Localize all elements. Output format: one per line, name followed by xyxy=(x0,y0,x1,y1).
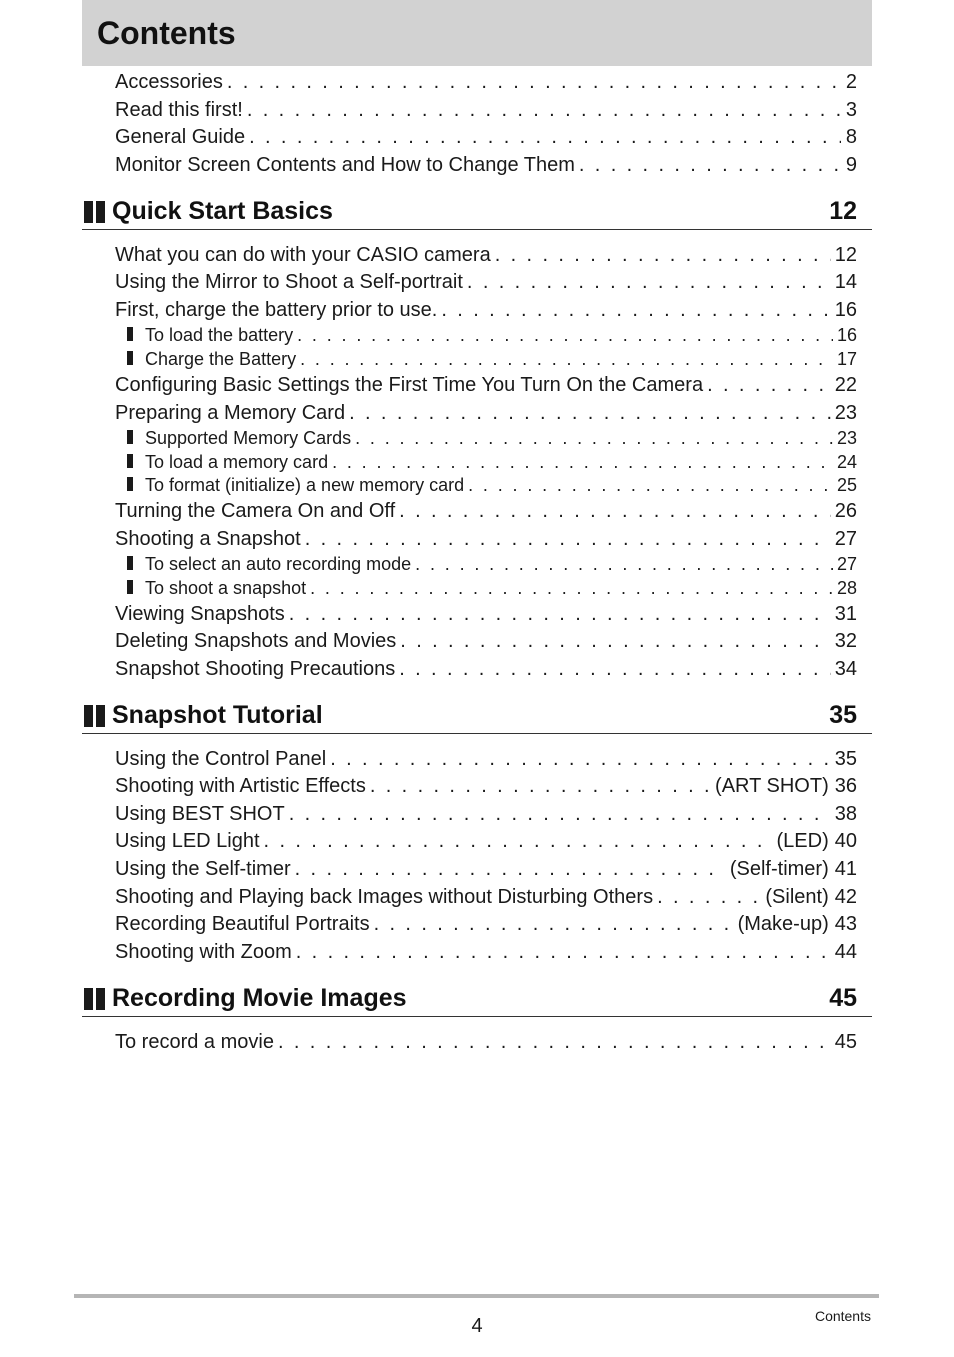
toc-entry-page: 45 xyxy=(834,1031,857,1053)
toc-entry-label: To format (initialize) a new memory card xyxy=(145,475,465,495)
toc-entry[interactable] xyxy=(115,657,857,681)
toc-entry-note: (ART SHOT) xyxy=(715,775,829,797)
dot-leader xyxy=(297,324,833,346)
toc-entry-page: 8 xyxy=(845,126,857,148)
toc-entry[interactable] xyxy=(115,747,857,771)
toc-entry-page: 32 xyxy=(834,630,857,652)
section-marker-icon xyxy=(84,705,106,727)
toc-entry-page: 25 xyxy=(836,475,857,495)
toc-entry-page: 35 xyxy=(834,748,857,770)
toc-entry-page: 44 xyxy=(834,941,857,963)
dot-leader xyxy=(415,553,833,575)
toc-entry[interactable] xyxy=(115,829,857,853)
toc-entry[interactable] xyxy=(115,527,857,551)
toc-entry-page: 27 xyxy=(834,528,857,550)
dot-leader xyxy=(349,401,831,425)
toc-entry-label: First, charge the battery prior to use. xyxy=(115,299,438,321)
toc-entry-page: 27 xyxy=(836,554,857,574)
toc-entry[interactable] xyxy=(115,629,857,653)
section-title: Recording Movie Images xyxy=(112,984,407,1012)
toc-entry-label: Read this first! xyxy=(115,99,243,121)
dot-leader xyxy=(374,912,734,936)
toc-subentry[interactable] xyxy=(127,474,857,496)
dot-leader xyxy=(310,577,833,599)
toc-entry[interactable] xyxy=(115,885,857,909)
toc-entry-label: To record a movie xyxy=(115,1031,274,1053)
toc-entry-label: To load a memory card xyxy=(145,452,329,472)
toc-entry-accessories[interactable] xyxy=(115,70,857,94)
toc-entry-label: Preparing a Memory Card xyxy=(115,402,346,424)
dot-leader xyxy=(441,298,830,322)
toc-entry-page: 14 xyxy=(834,271,857,293)
toc-entry-label: To load the battery xyxy=(145,325,294,345)
section-marker-icon xyxy=(84,201,106,223)
dot-leader xyxy=(332,451,833,473)
dot-leader xyxy=(468,474,833,496)
toc-entry[interactable] xyxy=(115,298,857,322)
toc-entry-page: 42 xyxy=(834,886,857,908)
toc-entry-page: 12 xyxy=(834,244,857,266)
toc-entry-label: Configuring Basic Settings the First Time You Turn On the Camera xyxy=(115,374,704,396)
toc-entry-page: 24 xyxy=(836,452,857,472)
toc-subentry[interactable] xyxy=(127,451,857,473)
dot-leader xyxy=(399,657,831,681)
bullet-icon xyxy=(127,430,133,444)
toc-entry-page: 2 xyxy=(845,71,857,93)
toc-entry-page: 34 xyxy=(834,658,857,680)
toc-entry-label: Using the Control Panel xyxy=(115,748,327,770)
dot-leader xyxy=(330,747,831,771)
bullet-icon xyxy=(127,454,133,468)
toc-entry-label: Turning the Camera On and Off xyxy=(115,500,396,522)
dot-leader xyxy=(495,243,831,267)
toc-entry-page: 22 xyxy=(834,374,857,396)
toc-entry[interactable] xyxy=(115,401,857,425)
toc-subentry[interactable] xyxy=(127,324,857,346)
dot-leader xyxy=(355,427,833,449)
toc-subentry[interactable] xyxy=(127,553,857,575)
dot-leader xyxy=(264,829,773,853)
toc-entry-page: 16 xyxy=(836,325,857,345)
dot-leader xyxy=(300,348,833,370)
dot-leader xyxy=(289,802,831,826)
dot-leader xyxy=(305,527,831,551)
bullet-icon xyxy=(127,477,133,491)
dot-leader xyxy=(370,774,711,798)
toc-entry[interactable] xyxy=(115,499,857,523)
toc-entry[interactable] xyxy=(115,270,857,294)
toc-entry[interactable] xyxy=(115,802,857,826)
section-page: 45 xyxy=(829,984,857,1012)
section-heading-quick-start-basics[interactable] xyxy=(82,191,872,230)
bullet-icon xyxy=(127,580,133,594)
toc-entry-monitor-screen[interactable] xyxy=(115,153,857,177)
section-title: Snapshot Tutorial xyxy=(112,701,323,729)
toc-entry-label: Using LED Light xyxy=(115,830,260,852)
toc-entry[interactable] xyxy=(115,774,857,798)
dot-leader xyxy=(296,940,831,964)
toc-entry-label: To select an auto recording mode xyxy=(145,554,412,574)
dot-leader xyxy=(399,499,831,523)
toc-entry-page: 16 xyxy=(834,299,857,321)
toc-entry-page: 9 xyxy=(845,154,857,176)
toc-entry-page: 43 xyxy=(834,913,857,935)
toc-entry-note: (Make-up) xyxy=(737,913,829,935)
toc-entry-read-this-first[interactable] xyxy=(115,98,857,122)
toc-subentry[interactable] xyxy=(127,577,857,599)
page-title: Contents xyxy=(97,15,236,51)
section-page: 12 xyxy=(829,197,857,225)
toc-entry-label: Using BEST SHOT xyxy=(115,803,285,825)
footer-label: Contents xyxy=(814,1308,871,1324)
toc-entry-note: (Silent) xyxy=(765,886,829,908)
toc-entry-page: 17 xyxy=(836,349,857,369)
toc-entry[interactable] xyxy=(115,243,857,267)
footer-rule xyxy=(74,1294,879,1298)
toc-entry-label: Deleting Snapshots and Movies xyxy=(115,630,397,652)
toc-entry-page: 23 xyxy=(836,428,857,448)
toc-entry-label: Using the Mirror to Shoot a Self-portrait xyxy=(115,271,463,293)
toc-entry-label: Shooting and Playing back Images without Disturbing Others xyxy=(115,886,654,908)
toc-entry-label: Shooting with Artistic Effects xyxy=(115,775,366,797)
section-heading-recording-movie-images[interactable] xyxy=(82,978,872,1017)
dot-leader xyxy=(227,70,841,94)
toc-entry[interactable] xyxy=(115,940,857,964)
toc-entry-label: Accessories xyxy=(115,71,223,93)
dot-leader xyxy=(467,270,831,294)
toc-entry-label: General Guide xyxy=(115,126,246,148)
bullet-icon xyxy=(127,556,133,570)
toc-entry-label: Supported Memory Cards xyxy=(145,428,352,448)
dot-leader xyxy=(579,153,841,177)
dot-leader xyxy=(249,125,841,149)
toc-entry-page: 40 xyxy=(834,830,857,852)
title-band xyxy=(82,0,872,66)
toc-entry[interactable] xyxy=(115,373,857,397)
toc-entry-page: 3 xyxy=(845,99,857,121)
toc-entry-note: (LED) xyxy=(776,830,829,852)
toc-entry-note: (Self-timer) xyxy=(729,858,829,880)
toc-entry-page: 41 xyxy=(834,858,857,880)
section-title: Quick Start Basics xyxy=(112,197,333,225)
toc-entry-label: What you can do with your CASIO camera xyxy=(115,244,491,266)
toc-entry-page: 38 xyxy=(834,803,857,825)
bullet-icon xyxy=(127,351,133,365)
toc-entry-page: 26 xyxy=(834,500,857,522)
dot-leader xyxy=(707,373,831,397)
toc-entry-label: Shooting a Snapshot xyxy=(115,528,301,550)
toc-entry-page: 28 xyxy=(836,578,857,598)
dot-leader xyxy=(295,857,726,881)
toc-entry-label: Charge the Battery xyxy=(145,349,297,369)
dot-leader xyxy=(289,602,831,626)
toc-entry-general-guide[interactable] xyxy=(115,125,857,149)
dot-leader xyxy=(400,629,830,653)
section-marker-icon xyxy=(84,988,106,1010)
footer-page-number: 4 xyxy=(471,1315,483,1337)
toc-entry-label: Snapshot Shooting Precautions xyxy=(115,658,396,680)
dot-leader xyxy=(278,1030,831,1054)
section-page: 35 xyxy=(829,701,857,729)
toc-entry[interactable] xyxy=(115,602,857,626)
section-heading-snapshot-tutorial[interactable] xyxy=(82,695,872,734)
dot-leader xyxy=(247,98,841,122)
bullet-icon xyxy=(127,327,133,341)
toc-entry-label: Viewing Snapshots xyxy=(115,603,285,625)
toc-entry-label: Recording Beautiful Portraits xyxy=(115,913,370,935)
toc-entry-page: 36 xyxy=(834,775,857,797)
toc-entry[interactable] xyxy=(115,1030,857,1054)
toc-entry-label: Monitor Screen Contents and How to Change Them xyxy=(115,154,575,176)
toc-entry-label: Using the Self-timer xyxy=(115,858,291,880)
toc-entry-page: 31 xyxy=(834,603,857,625)
toc-subentry[interactable] xyxy=(127,348,857,370)
toc-subentry[interactable] xyxy=(127,427,857,449)
toc-entry[interactable] xyxy=(115,857,857,881)
toc-entry-label: Shooting with Zoom xyxy=(115,941,292,963)
toc-entry-label: To shoot a snapshot xyxy=(145,578,307,598)
dot-leader xyxy=(657,885,761,909)
toc-entry[interactable] xyxy=(115,912,857,936)
toc-entry-page: 23 xyxy=(834,402,857,424)
